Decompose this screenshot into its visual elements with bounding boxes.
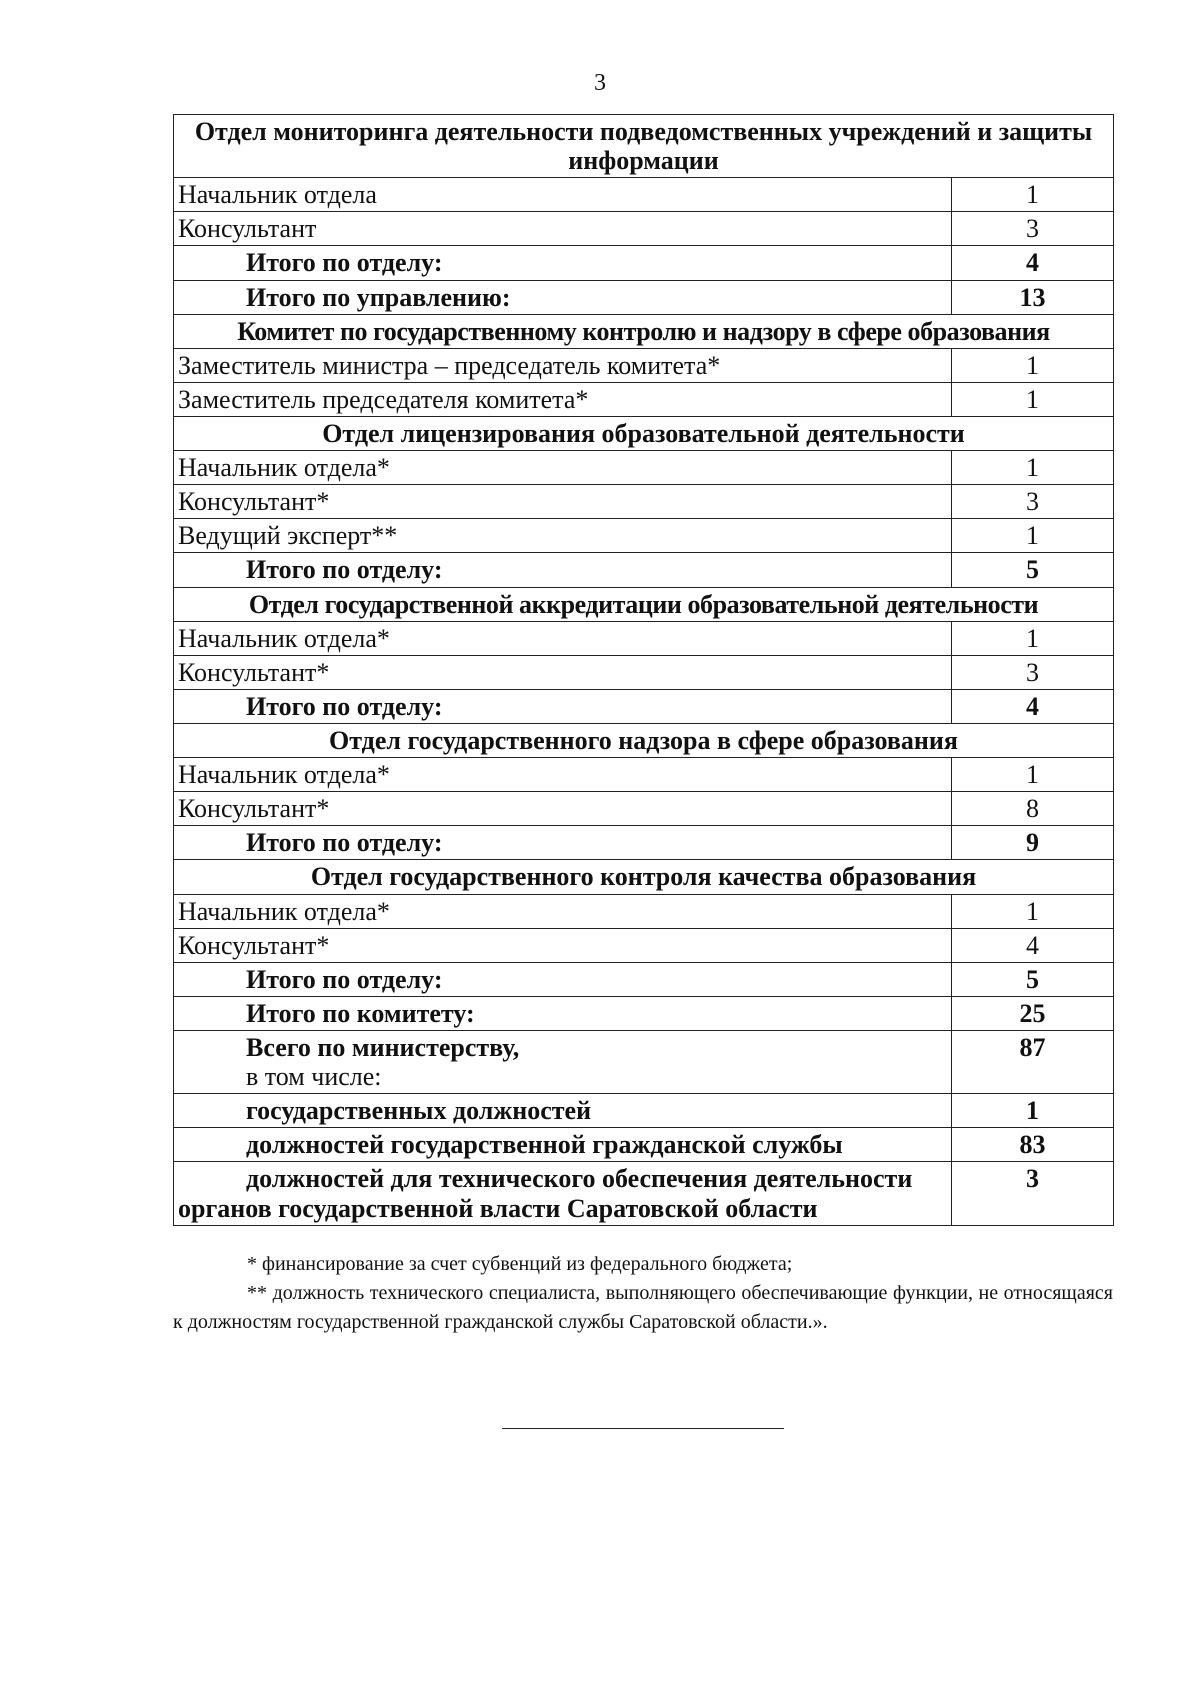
position-count: 1 <box>952 758 1114 792</box>
position-count: 1 <box>952 894 1114 928</box>
breakdown-value: 83 <box>952 1128 1114 1162</box>
section-header-row <box>174 860 1114 894</box>
position-name: Начальник отдела <box>174 178 952 212</box>
footnotes <box>173 1250 1113 1337</box>
total-label: Итого по комитету: <box>174 996 952 1030</box>
section-header: Отдел государственной аккредитации образовательной деятельности <box>174 587 1114 621</box>
position-count: 3 <box>952 485 1114 519</box>
breakdown-label: должностей для технического обеспечения деятельности органов государственной власти Саратовской области <box>174 1162 952 1225</box>
table-row <box>174 382 1114 416</box>
grand-total-cell <box>174 1030 952 1093</box>
position-count: 1 <box>952 519 1114 553</box>
position-name: Консультант <box>174 212 952 246</box>
position-name: Консультант* <box>174 928 952 962</box>
total-label: Итого по отделу: <box>174 826 952 860</box>
total-value: 5 <box>952 962 1114 996</box>
table-row <box>174 178 1114 212</box>
total-value: 4 <box>952 689 1114 723</box>
total-row <box>174 280 1114 314</box>
table-row <box>174 348 1114 382</box>
position-count: 1 <box>952 178 1114 212</box>
total-label: Итого по управлению: <box>174 280 952 314</box>
total-value: 9 <box>952 826 1114 860</box>
position-count: 8 <box>952 792 1114 826</box>
total-value: 13 <box>952 280 1114 314</box>
position-name: Заместитель председателя комитета* <box>174 382 952 416</box>
position-name: Консультант* <box>174 792 952 826</box>
page-number: 3 <box>594 70 606 96</box>
end-divider <box>502 1428 784 1429</box>
section-header: Отдел государственного контроля качества образования <box>174 860 1114 894</box>
total-label: Итого по отделу: <box>174 689 952 723</box>
section-header: Отдел государственного надзора в сфере образования <box>174 723 1114 757</box>
breakdown-label: должностей государственной гражданской службы <box>174 1128 952 1162</box>
grand-total-sublabel: в том числе: <box>246 1062 382 1092</box>
total-value: 4 <box>952 246 1114 280</box>
breakdown-row <box>174 1162 1114 1225</box>
staffing-table <box>173 114 1114 1226</box>
breakdown-label: государственных должностей <box>174 1094 952 1128</box>
position-name: Заместитель министра – председатель комитета* <box>174 348 952 382</box>
table-row <box>174 655 1114 689</box>
table-row <box>174 894 1114 928</box>
table-row <box>174 519 1114 553</box>
table-row <box>174 792 1114 826</box>
position-count: 4 <box>952 928 1114 962</box>
section-header: Отдел лицензирования образовательной деятельности <box>174 416 1114 450</box>
position-count: 1 <box>952 451 1114 485</box>
section-header-row <box>174 587 1114 621</box>
position-count: 3 <box>952 655 1114 689</box>
position-count: 1 <box>952 348 1114 382</box>
position-name: Консультант* <box>174 655 952 689</box>
position-count: 1 <box>952 382 1114 416</box>
grand-total-label: Всего по министерству, <box>246 1032 520 1062</box>
section-header-row <box>174 115 1114 178</box>
position-name: Начальник отдела* <box>174 894 952 928</box>
grand-total-row <box>174 1030 1114 1093</box>
breakdown-value: 3 <box>952 1162 1114 1225</box>
position-name: Начальник отдела* <box>174 758 952 792</box>
position-name: Консультант* <box>174 485 952 519</box>
breakdown-row <box>174 1128 1114 1162</box>
footnote: * финансирование за счет субвенций из федерального бюджета; <box>247 1253 793 1275</box>
total-label: Итого по отделу: <box>174 962 952 996</box>
table-row <box>174 621 1114 655</box>
total-label: Итого по отделу: <box>174 553 952 587</box>
section-header-row <box>174 723 1114 757</box>
position-count: 1 <box>952 621 1114 655</box>
grand-total-value: 87 <box>952 1030 1114 1093</box>
total-row <box>174 826 1114 860</box>
table-row <box>174 485 1114 519</box>
breakdown-row <box>174 1094 1114 1128</box>
total-label: Итого по отделу: <box>174 246 952 280</box>
total-row <box>174 689 1114 723</box>
total-row <box>174 962 1114 996</box>
position-count: 3 <box>952 212 1114 246</box>
position-name: Начальник отдела* <box>174 621 952 655</box>
total-row <box>174 246 1114 280</box>
breakdown-value: 1 <box>952 1094 1114 1128</box>
section-header-row <box>174 416 1114 450</box>
position-name: Начальник отдела* <box>174 451 952 485</box>
total-row <box>174 553 1114 587</box>
table-row <box>174 212 1114 246</box>
total-row <box>174 996 1114 1030</box>
footnote: ** должность технического специалиста, выполняющего обеспечивающие функции, не относящаяся к должностям государственной гражданской службы Саратовской области.». <box>173 1282 1113 1333</box>
table-row <box>174 451 1114 485</box>
section-header: Комитет по государственному контролю и надзору в сфере образования <box>174 314 1114 348</box>
table-row <box>174 928 1114 962</box>
section-header: Отдел мониторинга деятельности подведомственных учреждений и защиты информации <box>174 115 1114 178</box>
total-value: 25 <box>952 996 1114 1030</box>
table-row <box>174 758 1114 792</box>
position-name: Ведущий эксперт** <box>174 519 952 553</box>
total-value: 5 <box>952 553 1114 587</box>
section-header-row <box>174 314 1114 348</box>
